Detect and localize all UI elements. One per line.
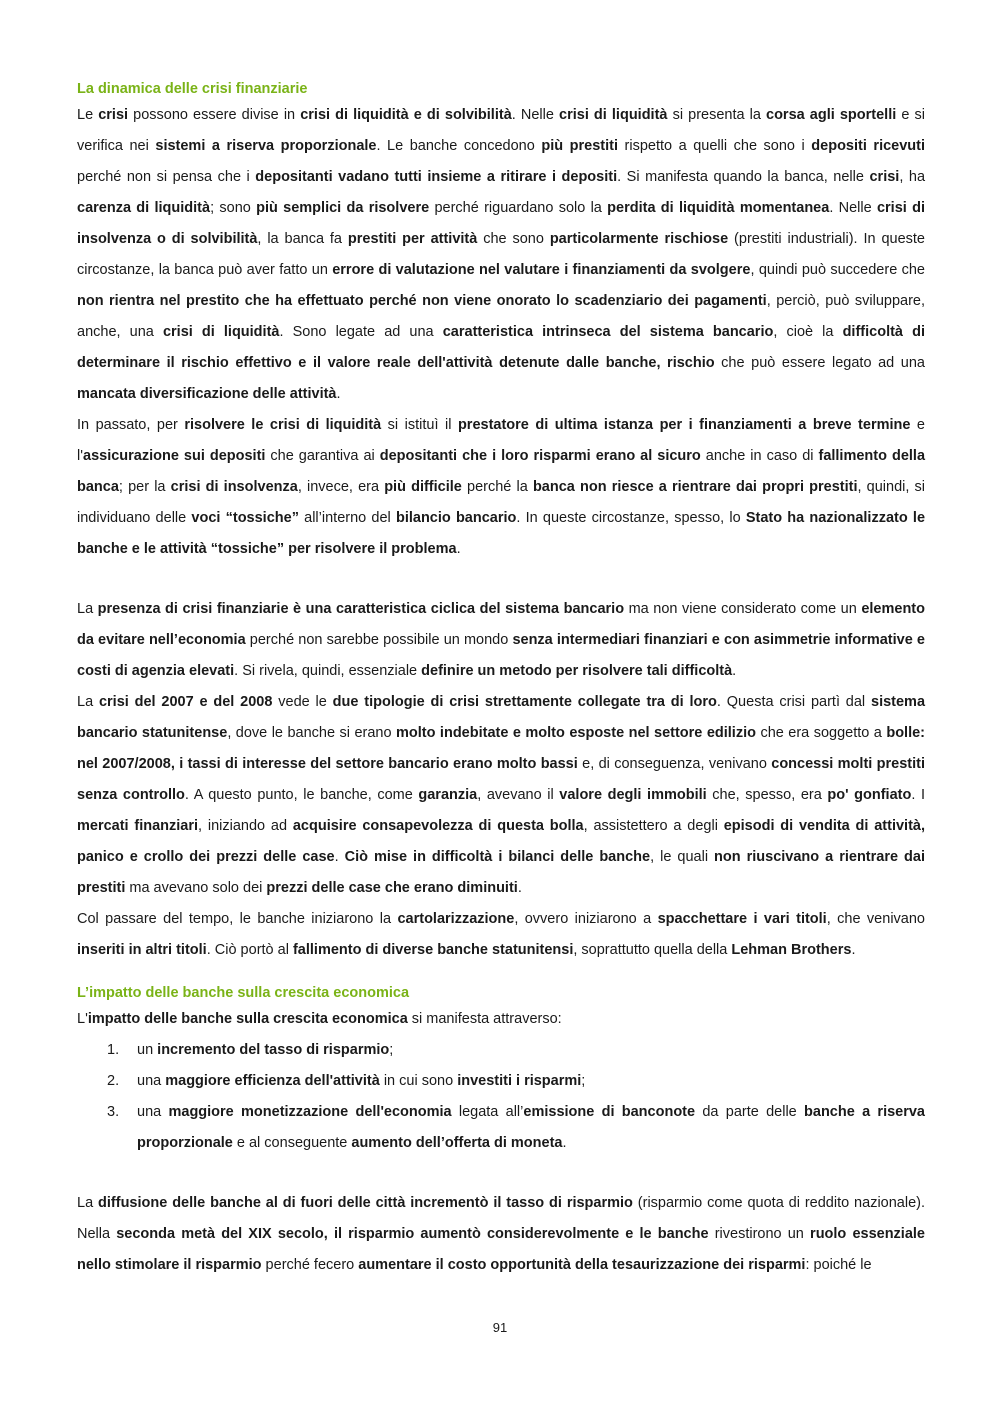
- bold-text: depositanti vadano tutti insieme a ritirare i depositi: [255, 169, 618, 185]
- bold-text: garanzia: [418, 787, 478, 803]
- bold-text: maggiore monetizzazione dell'economia: [168, 1104, 452, 1120]
- bold-text: seconda metà del XIX secolo, il risparmio aumentò considerevolmente e le banche: [116, 1226, 709, 1242]
- bold-text: valore degli immobili: [559, 787, 707, 803]
- bold-text: Stato ha nazionalizzato le banche e le attività “tossiche” per risolvere il problema: [77, 510, 926, 557]
- page-number: 91: [492, 1320, 508, 1335]
- bold-text: presenza di crisi finanziarie è una caratteristica ciclica del sistema bancario: [97, 601, 625, 617]
- bold-text: crisi di insolvenza o di solvibilità: [77, 200, 925, 247]
- bold-text: sistemi a riserva proporzionale: [155, 138, 377, 154]
- list-item-text: una maggiore efficienza dell'attività in cui sono investiti i risparmi;: [137, 1073, 586, 1089]
- paragraph-gap: [77, 565, 925, 594]
- bold-text: Ciò mise in difficoltà i bilanci delle banche: [344, 849, 651, 865]
- bold-text: assicurazione sui depositi: [83, 448, 266, 464]
- bold-text: corsa agli sportelli: [766, 107, 897, 123]
- list-item: [107, 1097, 925, 1159]
- bold-text: emissione di banconote: [523, 1104, 696, 1120]
- bold-text: crisi: [869, 169, 900, 185]
- bold-text: aumento dell’offerta di moneta: [351, 1135, 563, 1151]
- bold-text: ruolo essenziale nello stimolare il risparmio: [77, 1226, 925, 1273]
- bold-text: po' gonfiato: [827, 787, 912, 803]
- bold-text: perdita di liquidità momentanea: [607, 200, 830, 216]
- bold-text: investiti i risparmi: [457, 1073, 582, 1089]
- bold-text: diffusione delle banche al di fuori delle città incrementò il tasso di risparmio: [98, 1195, 633, 1211]
- bold-text: molto indebitate e molto esposte nel settore edilizio: [396, 725, 756, 741]
- bold-text: particolarmente rischiose: [549, 231, 729, 247]
- list-number: 2.: [107, 1073, 120, 1089]
- list-item-text: un incremento del tasso di risparmio;: [137, 1042, 394, 1058]
- bold-text: non rientra nel prestito che ha effettuato perché non viene onorato lo scadenziario dei pagamenti: [77, 293, 767, 309]
- bold-text: crisi di liquidità: [559, 107, 668, 123]
- bold-text: concessi molti prestiti senza controllo: [77, 756, 925, 803]
- paragraph: L'impatto delle banche sulla crescita economica si manifesta attraverso:: [77, 1011, 562, 1027]
- paragraph: La diffusione delle banche al di fuori delle città incrementò il tasso di risparmio (risparmio come quota di reddito nazionale). Nella seconda metà del XIX secolo, il risparmio aumentò considerevolmente e le banche rivestirono un ruolo essenziale nello stimolare il risparmio perché fecero aumentare il costo opportunità della tesaurizzazione dei risparmi: poiché le: [77, 1195, 925, 1273]
- bold-text: maggiore efficienza dell'attività: [165, 1073, 380, 1089]
- bold-text: bolle: nel 2007/2008, i tassi di interesse del settore bancario erano molto bassi: [77, 725, 926, 772]
- bold-text: crisi di liquidità e di solvibilità: [300, 107, 512, 123]
- bold-text: bilancio bancario: [395, 510, 517, 526]
- bold-text: Lehman Brothers: [731, 942, 852, 958]
- bold-text: caratteristica intrinseca del sistema bancario: [442, 324, 774, 340]
- paragraph: La presenza di crisi finanziarie è una caratteristica ciclica del sistema bancario ma non viene considerato come un elemento da evitare nell’economia perché non sarebbe possibile un mondo senza intermediari finanziari e con asimmetrie informative e costi di agenzia elevati. Si rivela, quindi, essenziale definire un metodo per risolvere tali difficoltà.: [77, 601, 925, 679]
- bold-text: banche a riserva proporzionale: [137, 1104, 925, 1151]
- bold-text: definire un metodo per risolvere tali difficoltà: [421, 663, 733, 679]
- paragraph: La crisi del 2007 e del 2008 vede le due tipologie di crisi strettamente collegate tra di loro. Questa crisi partì dal sistema bancario statunitense, dove le banche si erano molto indebitate e molto esposte nel settore edilizio che era soggetto a bolle: nel 2007/2008, i tassi di interesse del settore bancario erano molto bassi e, di conseguenza, venivano concessi molti prestiti senza controllo. A questo punto, le banche, come garanzia, avevano il valore degli immobili che, spesso, era po' gonfiato. I mercati finanziari, iniziando ad acquisire consapevolezza di questa bolla, assistettero a degli episodi di vendita di attività, panico e crollo dei prezzi delle case. Ciò mise in difficoltà i bilanci delle banche, le quali non riuscivano a rientrare dai prestiti ma avevano solo dei prezzi delle case che erano diminuiti.: [77, 694, 926, 896]
- list-number: 3.: [107, 1104, 120, 1120]
- bold-text: mancata diversificazione delle attività: [77, 386, 337, 402]
- paragraph-gap: [77, 1159, 925, 1188]
- bold-text: aumentare il costo opportunità della tesaurizzazione dei risparmi: [358, 1257, 806, 1273]
- bold-text: senza intermediari finanziari e con asimmetrie informative e costi di agenzia elevati: [77, 632, 925, 679]
- list-number: 1.: [107, 1042, 120, 1058]
- bold-text: fallimento della banca: [77, 448, 926, 495]
- list-item: [107, 1066, 925, 1097]
- paragraph: In passato, per risolvere le crisi di liquidità si istituì il prestatore di ultima istanza per i finanziamenti a breve termine e l'assicurazione sui depositi che garantiva ai depositanti che i loro risparmi erano al sicuro anche in caso di fallimento della banca; per la crisi di insolvenza, invece, era più difficile perché la banca non riesce a rientrare dai propri prestiti, quindi, si individuano delle voci “tossiche” all’interno del bilancio bancario. In queste circostanze, spesso, lo Stato ha nazionalizzato le banche e le attività “tossiche” per risolvere il problema.: [77, 417, 926, 557]
- bold-text: crisi del 2007 e del 2008: [98, 694, 273, 710]
- bold-text: acquisire consapevolezza di questa bolla: [292, 818, 584, 834]
- bold-text: crisi: [98, 107, 129, 123]
- bold-text: due tipologie di crisi strettamente collegate tra di loro: [332, 694, 717, 710]
- bold-text: più semplici da risolvere: [256, 200, 430, 216]
- bold-text: elemento da evitare nell’economia: [77, 601, 925, 648]
- section-heading-impatto: L’impatto delle banche sulla crescita economica: [77, 985, 410, 1001]
- bold-text: episodi di vendita di attività, panico e crollo dei prezzi delle case: [77, 818, 925, 865]
- bold-text: prestatore di ultima istanza per i finanziamenti a breve termine: [457, 417, 911, 433]
- bold-text: prestiti per attività: [347, 231, 478, 247]
- bold-text: voci “tossiche”: [191, 510, 299, 526]
- document-page: [77, 78, 925, 1281]
- list-item: [107, 1035, 925, 1066]
- bold-text: inseriti in altri titoli: [77, 942, 207, 958]
- bold-text: fallimento di diverse banche statunitensi: [292, 942, 574, 958]
- bold-text: cartolarizzazione: [397, 911, 515, 927]
- bold-text: risolvere le crisi di liquidità: [184, 417, 382, 433]
- bold-text: sistema bancario statunitense: [77, 694, 926, 741]
- bold-text: crisi di insolvenza: [170, 479, 298, 495]
- bold-text: prezzi delle case che erano diminuiti: [266, 880, 518, 896]
- paragraph: Le crisi possono essere divise in crisi di liquidità e di solvibilità. Nelle crisi di liquidità si presenta la corsa agli sportelli e si verifica nei sistemi a riserva proporzionale. Le banche concedono più prestiti rispetto a quelli che sono i depositi ricevuti perché non si pensa che i depositanti vadano tutti insieme a ritirare i depositi. Si manifesta quando la banca, nelle crisi, ha carenza di liquidità; sono più semplici da risolvere perché riguardano solo la perdita di liquidità momentanea. Nelle crisi di insolvenza o di solvibilità, la banca fa prestiti per attività che sono particolarmente rischiose (prestiti industriali). In queste circostanze, la banca può aver fatto un errore di valutazione nel valutare i finanziamenti da svolgere, quindi può succedere che non rientra nel prestito che ha effettuato perché non viene onorato lo scadenziario dei pagamenti, perciò, può sviluppare, anche, una crisi di liquidità. Sono legate ad una caratteristica intrinseca del sistema bancario, cioè la difficoltà di determinare il rischio effettivo e il valore reale dell'attività detenute dalle banche, rischio che può essere legato ad una mancata diversificazione delle attività.: [77, 107, 926, 402]
- bold-text: depositanti che i loro risparmi erano al sicuro: [379, 448, 701, 464]
- bold-text: mercati finanziari: [77, 818, 199, 834]
- bold-text: impatto delle banche sulla crescita economica: [87, 1011, 408, 1027]
- bold-text: carenza di liquidità: [77, 200, 211, 216]
- bold-text: depositi ricevuti: [811, 138, 926, 154]
- section-heading-crisi: La dinamica delle crisi finanziarie: [77, 81, 308, 97]
- list-item-text: una maggiore monetizzazione dell'economia legata all’emissione di banconote da parte delle banche a riserva proporzionale e al conseguente aumento dell’offerta di moneta.: [137, 1104, 925, 1151]
- bold-text: errore di valutazione nel valutare i finanziamenti da svolgere: [332, 262, 751, 278]
- bold-text: non riuscivano a rientrare dai prestiti: [77, 849, 925, 896]
- bold-text: più difficile: [384, 479, 462, 495]
- paragraph: Col passare del tempo, le banche iniziarono la cartolarizzazione, ovvero iniziarono a spacchettare i vari titoli, che venivano inseriti in altri titoli. Ciò portò al fallimento di diverse banche statunitensi, soprattutto quella della Lehman Brothers.: [77, 911, 925, 958]
- bold-text: spacchettare i vari titoli: [657, 911, 827, 927]
- bold-text: incremento del tasso di risparmio: [157, 1042, 390, 1058]
- bold-text: più prestiti: [541, 138, 618, 154]
- bold-text: crisi di liquidità: [162, 324, 280, 340]
- numbered-list: [77, 1035, 925, 1159]
- bold-text: difficoltà di determinare il rischio effettivo e il valore reale dell'attività detenute dalle banche, rischio: [77, 324, 925, 371]
- bold-text: banca non riesce a rientrare dai propri prestiti: [532, 479, 858, 495]
